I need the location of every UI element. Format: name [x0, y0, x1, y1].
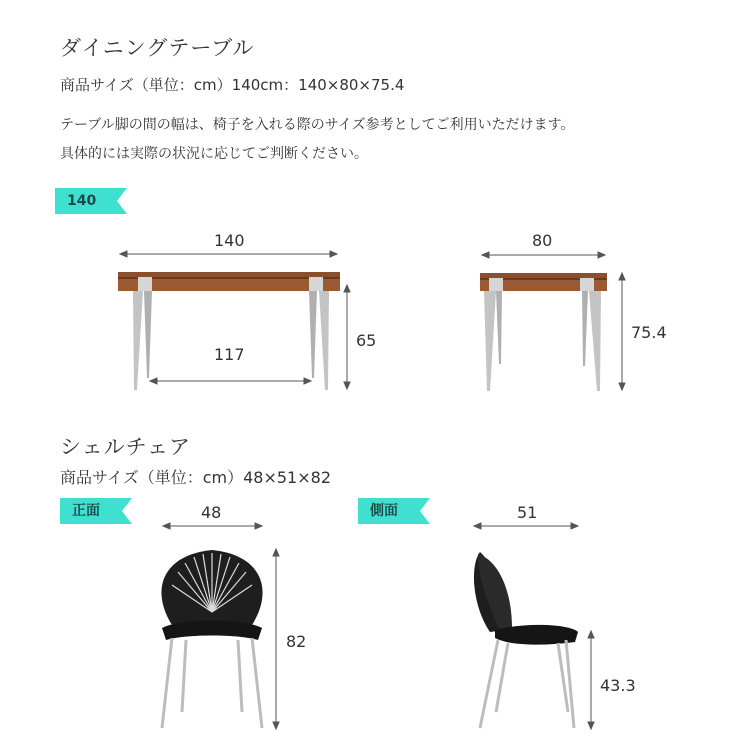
chair-depth-label: 51	[517, 503, 538, 522]
chair-depth-dimension	[474, 523, 578, 529]
table-leg-height-label: 65	[356, 331, 377, 350]
chair-size-line: 商品サイズ（単位：cm）48×51×82	[60, 468, 331, 487]
table-depth-label: 80	[532, 231, 553, 250]
table-size-tag-label: 140	[67, 193, 97, 209]
table-title: ダイニングテーブル	[60, 36, 255, 60]
table-height-label: 75.4	[631, 323, 667, 342]
table-note-line-2: 具体的には実際の状況に応じてご判断ください。	[60, 146, 368, 162]
chair-height-label: 82	[286, 632, 307, 651]
chair-seat-height-dimension	[588, 631, 594, 729]
chair-front-tag-label: 正面	[72, 503, 100, 519]
table-inner-width-label: 117	[214, 345, 245, 364]
chair-side-tag-label: 側面	[370, 503, 398, 519]
chair-side-legs	[480, 640, 574, 728]
table-width-label: 140	[214, 231, 245, 250]
table-note-line-1: テーブル脚の間の幅は、椅子を入れる際のサイズ参考としてご利用いただけます。	[60, 117, 575, 133]
table-size-line: 商品サイズ（単位：cm）140cm：140×80×75.4	[60, 76, 405, 94]
chair-width-label: 48	[201, 503, 222, 522]
chair-title: シェルチェア	[60, 435, 191, 459]
chair-seat-height-label: 43.3	[600, 676, 636, 695]
